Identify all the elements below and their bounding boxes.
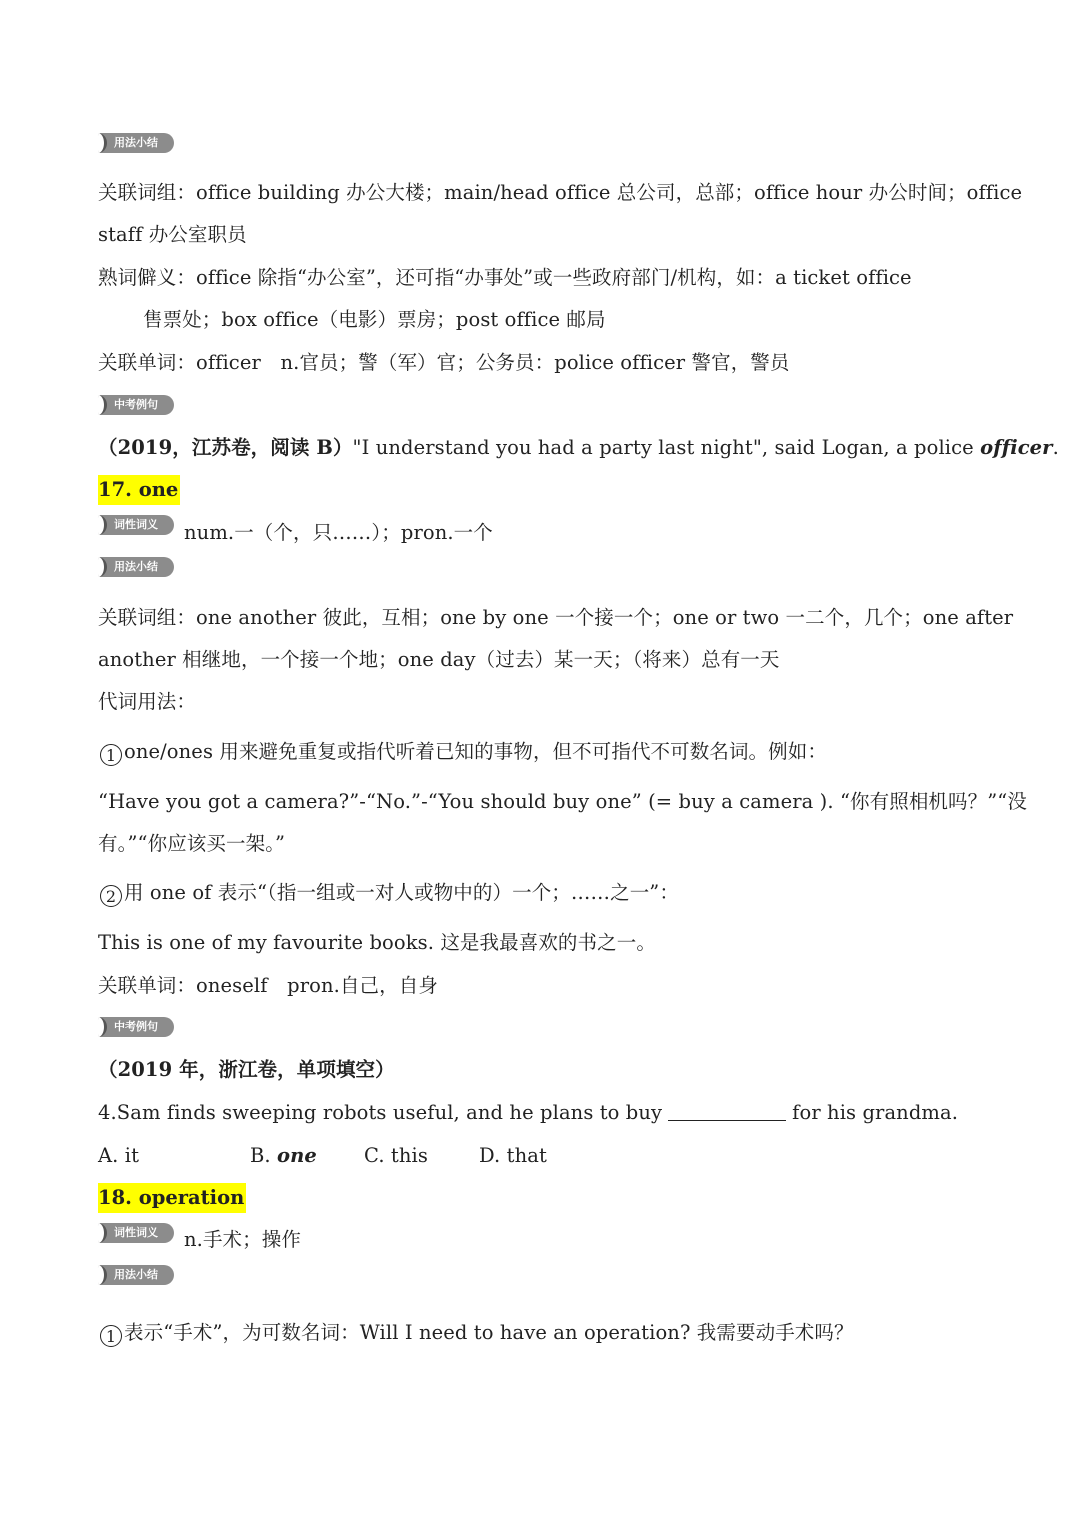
pos-meaning-tag: 词性词义 [98,515,174,535]
office-meaning-line-1: 熟词僻义：office 除指“办公室”，还可指“办事处”或一些政府部门/机构，如：a ticket office [98,266,912,289]
usage-summary-tag: 用法小结 [98,557,174,577]
one-usage-point-2 [100,880,679,907]
exam-keyword: officer [980,436,1053,459]
exam-question [98,1100,958,1126]
one-phrases-line-2: another 相继地，一个接一个地；one day（过去）某一天；（将来）总有一天 [98,648,780,671]
exam-text: "I understand you had a party last night", said Logan, a police [352,436,981,459]
operation-usage-point-1 [100,1320,854,1347]
usage-text: 用 one of 表示“（指一组或一对人或物中的）一个；……之一”： [124,881,679,904]
operation-pos-meaning: n.手术；操作 [184,1228,301,1251]
circled-number: 1 [100,1325,122,1347]
office-phrases-line-2: staff 办公室职员 [98,223,247,246]
option-b-label: B. [250,1144,278,1167]
usage-summary-tag: 用法小结 [98,133,174,153]
exam-source: （2019，江苏卷，阅读 B） [98,436,353,459]
one-example-line-1: “Have you got a camera?”-“No.”-“You should buy one” (= buy a camera ). “你有照相机吗？”“没 [98,790,1027,813]
option-b-answer: one [277,1144,317,1167]
usage-text: 表示“手术”，为可数名词：Will I need to have an operation? 我需要动手术吗？ [124,1321,854,1344]
question-text: 4.Sam finds sweeping robots useful, and he plans to buy [98,1101,663,1124]
usage-summary-tag: 用法小结 [98,1265,174,1285]
pos-meaning-tag: 词性词义 [98,1223,174,1243]
exam-example-tag: 中考例句 [98,1017,174,1037]
option-a: A. it [98,1144,140,1167]
one-pos-meaning: num.一（个，只……）；pron.一个 [184,521,493,544]
question-text-end: for his grandma. [792,1101,959,1124]
pronoun-usage-label: 代词用法： [98,690,197,713]
answer-blank [668,1102,786,1121]
option-c: C. this [364,1144,428,1167]
one-related-word: 关联单词：oneself pron.自己，自身 [98,974,438,997]
entry-heading-operation: 18. operation [98,1183,246,1213]
office-exam-sentence [98,435,1059,461]
exam-end: . [1052,436,1059,459]
one-phrases-line-1: 关联词组：one another 彼此，互相；one by one 一个接一个；one or two 一二个，几个；one after [98,606,1014,629]
one-usage-point-1 [100,739,827,766]
office-related-word: 关联单词：officer n.官员；警（军）官；公务员：police officer 警官，警员 [98,351,790,374]
one-example-line-3: This is one of my favourite books. 这是我最喜欢的书之一。 [98,931,656,954]
entry-heading-one: 17. one [98,475,180,505]
circled-number: 2 [100,885,122,907]
usage-text: one/ones 用来避免重复或指代听着已知的事物，但不可指代不可数名词。例如： [124,740,827,763]
circled-number: 1 [100,744,122,766]
one-exam-source: （2019 年，浙江卷，单项填空） [98,1058,395,1081]
option-b [250,1143,317,1169]
option-d: D. that [479,1144,547,1167]
exam-example-tag: 中考例句 [98,395,174,415]
office-phrases-line-1: 关联词组：office building 办公大楼；main/head office 总公司，总部；office hour 办公时间；office [98,181,1023,204]
one-example-line-2: 有。”“你应该买一架。” [98,832,286,855]
office-meaning-line-2: 售票处；box office（电影）票房；post office 邮局 [143,308,606,331]
